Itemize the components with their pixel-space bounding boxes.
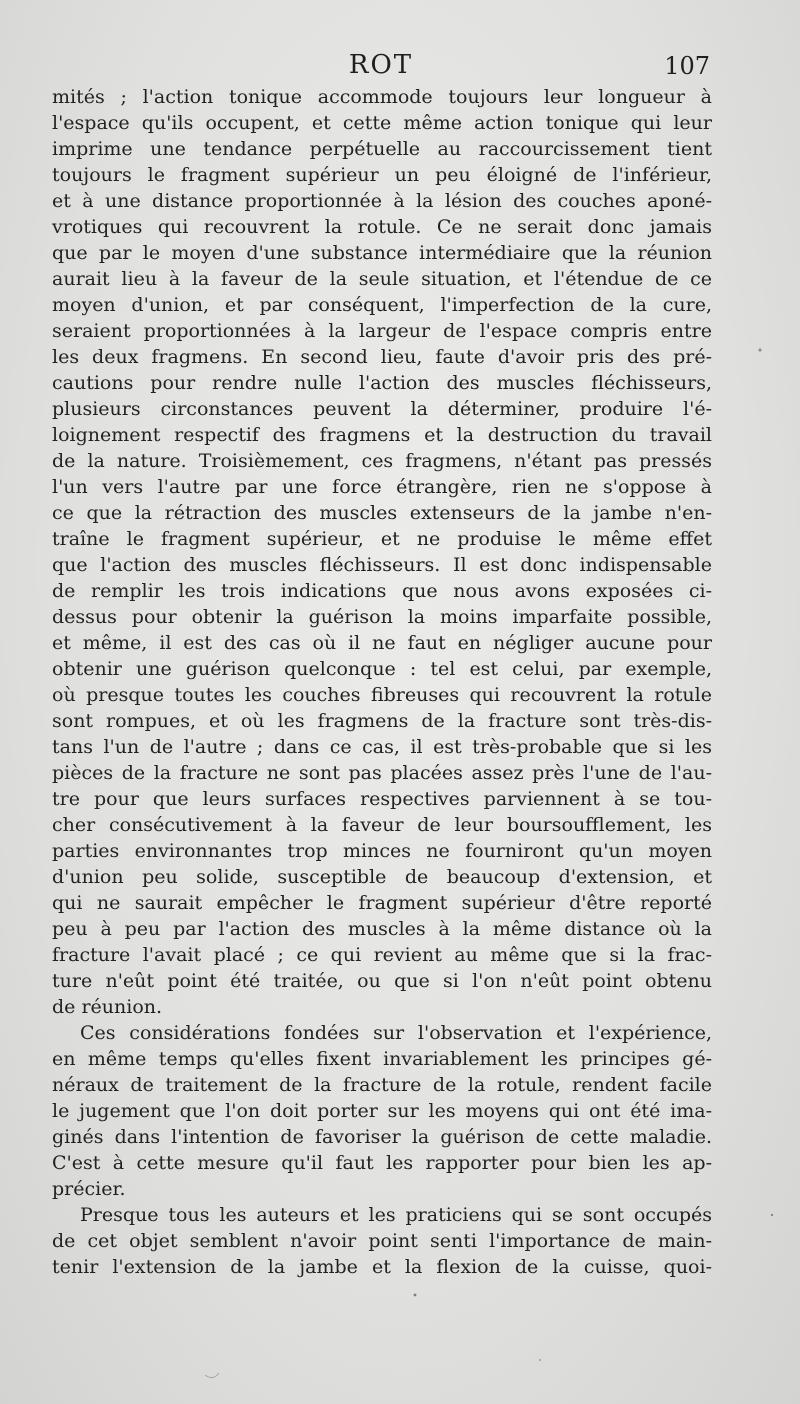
text-line: où presque toutes les couches fibreuses qui recouvrent la rotule — [52, 684, 712, 706]
text-line: obtenir une guérison quelconque : tel est celui, par exemple, — [52, 658, 712, 680]
text-line: mités ; l'action tonique accommode toujours leur longueur à — [52, 86, 712, 108]
text-line: le jugement que l'on doit porter sur les moyens qui ont été ima- — [52, 1100, 712, 1122]
text-line: tre pour que leurs surfaces respectives parviennent à se tou- — [52, 788, 712, 810]
running-head: ROT — [348, 50, 414, 80]
text-line: d'union peu solide, susceptible de beaucoup d'extension, et — [52, 866, 712, 888]
text-line: en même temps qu'elles fixent invariablement les principes gé- — [52, 1048, 712, 1070]
text-line: ce que la rétraction des muscles extenseurs de la jambe n'en- — [52, 502, 712, 524]
text-line: loignement respectif des fragmens et la destruction du travail — [52, 424, 712, 446]
paragraph-start-line: Ces considérations fondées sur l'observation et l'expérience, — [80, 1022, 712, 1044]
text-line: que par le moyen d'une substance intermédiaire que la réunion — [52, 242, 712, 264]
text-line: de cet objet semblent n'avoir point senti l'importance de main- — [52, 1230, 712, 1252]
text-line: C'est à cette mesure qu'il faut les rapporter pour bien les ap- — [52, 1152, 712, 1174]
text-line: seraient proportionnées à la largeur de l'espace compris entre — [52, 320, 712, 342]
paragraph-end-line: précier. — [52, 1178, 126, 1200]
text-line: les deux fragmens. En second lieu, faute d'avoir pris des pré- — [52, 346, 712, 368]
text-line: et même, il est des cas où il ne faut en négliger aucune pour — [52, 632, 712, 654]
text-line: parties environnantes trop minces ne fourniront qu'un moyen — [52, 840, 712, 862]
body-text — [52, 84, 712, 1280]
text-line: toujours le fragment supérieur un peu éloigné de l'inférieur, — [52, 164, 712, 186]
text-line: qui ne saurait empêcher le fragment supérieur d'être reporté — [52, 892, 712, 914]
text-line: de la nature. Troisièmement, ces fragmens, n'étant pas pressés — [52, 450, 712, 472]
text-line: traîne le fragment supérieur, et ne produise le même effet — [52, 528, 712, 550]
page-header — [52, 50, 710, 86]
text-line: imprime une tendance perpétuelle au raccourcissement tient — [52, 138, 712, 160]
text-line: de remplir les trois indications que nous avons exposées ci- — [52, 580, 712, 602]
text-line: cautions pour rendre nulle l'action des muscles fléchisseurs, — [52, 372, 712, 394]
text-line: et à une distance proportionnée à la lésion des couches aponé- — [52, 190, 712, 212]
text-line: moyen d'union, et par conséquent, l'imperfection de la cure, — [52, 294, 712, 316]
text-line: dessus pour obtenir la guérison la moins imparfaite possible, — [52, 606, 712, 628]
text-line: tenir l'extension de la jambe et la flexion de la cuisse, quoi- — [52, 1256, 712, 1278]
text-line: ture n'eût point été traitée, ou que si l'on n'eût point obtenu — [52, 970, 712, 992]
text-line: vrotiques qui recouvrent la rotule. Ce ne serait donc jamais — [52, 216, 712, 238]
paragraph-start-line: Presque tous les auteurs et les praticiens qui se sont occupés — [80, 1204, 712, 1226]
page-number: 107 — [664, 52, 710, 80]
text-line: que l'action des muscles fléchisseurs. Il est donc indispensable — [52, 554, 712, 576]
text-line: sont rompues, et où les fragmens de la fracture sont très-dis- — [52, 710, 712, 732]
text-line: plusieurs circonstances peuvent la déterminer, produire l'é- — [52, 398, 712, 420]
text-line: aurait lieu à la faveur de la seule situation, et l'étendue de ce — [52, 268, 712, 290]
text-line: ginés dans l'intention de favoriser la guérison de cette maladie. — [52, 1126, 712, 1148]
paragraph-end-line: de réunion. — [52, 996, 163, 1018]
text-line: l'espace qu'ils occupent, et cette même action tonique qui leur — [52, 112, 712, 134]
text-line: tans l'un de l'autre ; dans ce cas, il est très-probable que si les — [52, 736, 712, 758]
text-line: cher consécutivement à la faveur de leur boursoufflement, les — [52, 814, 712, 836]
text-line: peu à peu par l'action des muscles à la même distance où la — [52, 918, 712, 940]
text-line: fracture l'avait placé ; ce qui revient au même que si la frac- — [52, 944, 712, 966]
text-line: pièces de la fracture ne sont pas placées assez près l'une de l'au- — [52, 762, 712, 784]
text-line: l'un vers l'autre par une force étrangère, rien ne s'oppose à — [52, 476, 712, 498]
text-line: néraux de traitement de la fracture de la rotule, rendent facile — [52, 1074, 712, 1096]
